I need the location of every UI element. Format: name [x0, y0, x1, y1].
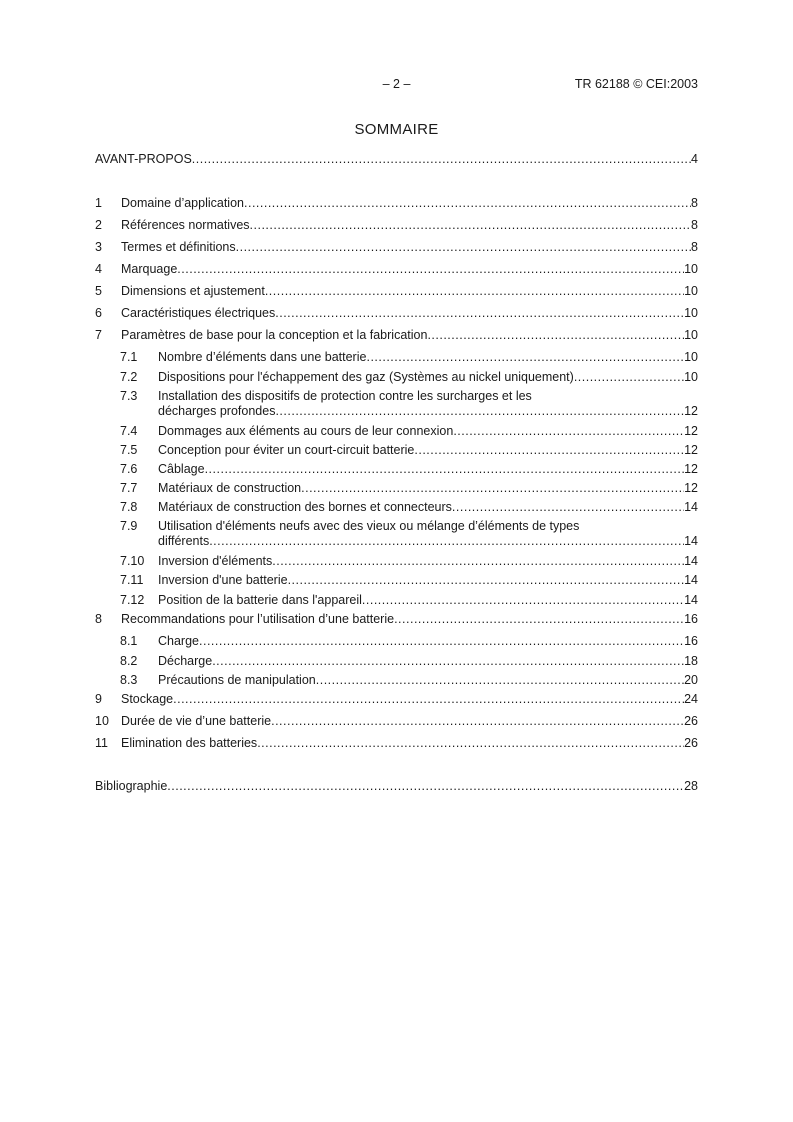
toc-entry-number: 6: [95, 306, 102, 320]
toc-page-number: 24: [684, 692, 698, 706]
toc-entry-number: 1: [95, 196, 102, 210]
toc-entry-avant-propos[interactable]: [95, 152, 698, 167]
toc-page-number: 28: [684, 779, 698, 793]
toc-page-number: 8: [691, 240, 698, 254]
toc-page-number: 12: [684, 424, 698, 438]
toc-entry-7-10[interactable]: [95, 554, 698, 569]
toc-entry-number: 7.2: [120, 370, 138, 384]
toc-entry-label: Nombre d’éléments dans une batterie: [158, 350, 367, 364]
dot-leader: [288, 573, 685, 588]
dot-leader: [316, 673, 684, 688]
toc-page-number: 26: [684, 714, 698, 728]
toc-page-number: 10: [684, 370, 698, 384]
toc-entry-label: Charge: [158, 634, 199, 648]
dot-leader: [362, 593, 684, 608]
toc-page-number: 10: [684, 306, 698, 320]
toc-entry-7-2[interactable]: [95, 370, 698, 385]
toc-entry-8-3[interactable]: [95, 673, 698, 688]
toc-entry-7-11[interactable]: [95, 573, 698, 588]
toc-page-number: 14: [684, 554, 698, 568]
dot-leader: [271, 714, 684, 729]
document-id: TR 62188 © CEI:2003: [574, 77, 698, 91]
toc-entry-8[interactable]: [95, 612, 698, 627]
dot-leader: [244, 196, 691, 211]
toc-entry-8-1[interactable]: [95, 634, 698, 649]
toc-entry-label: Dispositions pour l'échappement des gaz (Systèmes au nickel uniquement): [158, 370, 574, 384]
dot-leader: [212, 654, 684, 669]
toc-entry-label: Durée de vie d’une batterie: [121, 714, 272, 728]
dot-leader: [301, 481, 684, 496]
toc-entry-number: 7.11: [120, 573, 144, 587]
toc-page-number: 16: [684, 612, 698, 626]
toc-entry-number: 5: [95, 284, 102, 298]
toc-entry-number: 3: [95, 240, 102, 254]
dot-leader: [265, 284, 684, 299]
toc-page-number: 8: [691, 196, 698, 210]
toc-entry-label-line: Installation des dispositifs de protection contre les surcharges et les: [158, 389, 532, 403]
toc-page-number: 4: [691, 152, 698, 166]
toc-entry-number: 8.2: [120, 654, 138, 668]
toc-entry-label: décharges profondes: [158, 404, 276, 418]
toc-entry-9[interactable]: [95, 692, 698, 707]
toc-page-number: 10: [684, 328, 698, 342]
dot-leader: [366, 350, 684, 365]
toc-entry-8-2[interactable]: [95, 654, 698, 669]
toc-entry-bibliographie[interactable]: [95, 779, 698, 794]
toc-entry-11[interactable]: [95, 736, 698, 751]
toc-entry-label: Stockage: [121, 692, 174, 706]
toc-entry-2[interactable]: [95, 218, 698, 233]
toc-entry-number: 8.1: [120, 634, 138, 648]
toc-entry-label: Câblage: [158, 462, 205, 476]
toc-entry-7-7[interactable]: [95, 481, 698, 496]
toc-entry-label: Caractéristiques électriques: [121, 306, 276, 320]
toc-entry-7-1[interactable]: [95, 350, 698, 365]
toc-entry-label-line: Utilisation d'éléments neufs avec des vieux ou mélange d’éléments de types: [158, 519, 580, 533]
toc-entry-label: Elimination des batteries: [121, 736, 258, 750]
toc-page-number: 20: [684, 673, 698, 687]
toc-entry-number: 7.4: [120, 424, 138, 438]
toc-entry-label: Inversion d'éléments: [158, 554, 273, 568]
toc-entry-label: Dimensions et ajustement: [121, 284, 265, 298]
dot-leader: [394, 612, 684, 627]
toc-entry-number: 7.12: [120, 593, 145, 607]
toc-entry-6[interactable]: [95, 306, 698, 321]
toc-entry-7-5[interactable]: [95, 443, 698, 458]
toc-entry-label: Domaine d’application: [121, 196, 244, 210]
toc-entry-7-8[interactable]: [95, 500, 698, 515]
toc-entry-label: Termes et définitions: [121, 240, 236, 254]
toc-page-number: 14: [684, 534, 698, 548]
dot-leader: [452, 500, 684, 515]
toc-entry-number: 2: [95, 218, 102, 232]
toc-entry-10[interactable]: [95, 714, 698, 729]
toc-entry-label: Matériaux de construction des bornes et connecteurs: [158, 500, 452, 514]
toc-entry-label: Précautions de manipulation: [158, 673, 316, 687]
dot-leader: [205, 462, 685, 477]
dot-leader: [209, 534, 684, 549]
toc-page-number: 12: [684, 404, 698, 418]
toc-page-number: 10: [684, 350, 698, 364]
toc-entry-number: 7.9: [120, 519, 138, 533]
toc-entry-7-12[interactable]: [95, 593, 698, 608]
toc-entry-7-6[interactable]: [95, 462, 698, 477]
toc-entry-label: Bibliographie: [95, 779, 168, 793]
toc-page-number: 26: [684, 736, 698, 750]
toc-page-number: 10: [684, 284, 698, 298]
toc-entry-label: Décharge: [158, 654, 213, 668]
dot-leader: [257, 736, 684, 751]
toc-entry-number: 7: [95, 328, 102, 342]
toc-entry-label: Dommages aux éléments au cours de leur connexion: [158, 424, 454, 438]
toc-entry-label: Recommandations pour l’utilisation d’une batterie: [121, 612, 395, 626]
dot-leader: [199, 634, 684, 649]
toc-entry-number: 8.3: [120, 673, 138, 687]
toc-page-number: 12: [684, 481, 698, 495]
toc-entry-number: 10: [95, 714, 109, 728]
toc-page-number: 10: [684, 262, 698, 276]
dot-leader: [250, 218, 692, 233]
dot-leader: [427, 328, 684, 343]
toc-entry-number: 7.3: [120, 389, 138, 403]
toc-entry-label: différents: [158, 534, 210, 548]
dot-leader: [272, 554, 684, 569]
toc-entry-label: AVANT-PROPOS: [95, 152, 192, 166]
toc-entry-7-9[interactable]: [95, 519, 698, 549]
toc-entry-label: Références normatives: [121, 218, 250, 232]
dot-leader: [574, 370, 684, 385]
toc-entry-number: 11: [95, 736, 108, 750]
page-number: – 2 –: [382, 77, 411, 91]
toc-entry-number: 7.7: [120, 481, 138, 495]
toc-entry-label: Matériaux de construction: [158, 481, 302, 495]
dot-leader: [192, 152, 691, 167]
toc-page-number: 12: [684, 443, 698, 457]
dot-leader: [453, 424, 684, 439]
toc-entry-5[interactable]: [95, 284, 698, 299]
dot-leader: [236, 240, 691, 255]
toc-entry-label: Inversion d'une batterie: [158, 573, 288, 587]
toc-entry-label: Conception pour éviter un court-circuit batterie: [158, 443, 415, 457]
page-title: SOMMAIRE: [354, 121, 439, 138]
dot-leader: [177, 262, 684, 277]
dot-leader: [414, 443, 684, 458]
toc-entry-number: 4: [95, 262, 102, 276]
toc-entry-number: 7.10: [120, 554, 145, 568]
toc-entry-label: Marquage: [121, 262, 178, 276]
toc-entry-label: Paramètres de base pour la conception et la fabrication: [121, 328, 428, 342]
toc-entry-4[interactable]: [95, 262, 698, 277]
toc-page-number: 16: [684, 634, 698, 648]
toc-entry-number: 9: [95, 692, 102, 706]
toc-entry-label: Position de la batterie dans l'appareil: [158, 593, 362, 607]
dot-leader: [275, 306, 684, 321]
dot-leader: [275, 404, 684, 419]
toc-page-number: 12: [684, 462, 698, 476]
toc-entry-number: 7.1: [120, 350, 138, 364]
toc-entry-number: 7.6: [120, 462, 138, 476]
toc-entry-number: 8: [95, 612, 102, 626]
toc-page-number: 14: [684, 500, 698, 514]
toc-page-number: 18: [684, 654, 698, 668]
toc-entry-number: 7.8: [120, 500, 138, 514]
toc-page-number: 14: [684, 573, 698, 587]
toc-page-number: 14: [684, 593, 698, 607]
toc-entry-number: 7.5: [120, 443, 138, 457]
toc-entry-7-4[interactable]: [95, 424, 698, 439]
toc-page-number: 8: [691, 218, 698, 232]
toc-entry-1[interactable]: [95, 196, 698, 211]
toc-entry-7[interactable]: [95, 328, 698, 343]
toc-entry-7-3[interactable]: [95, 389, 698, 419]
toc-entry-3[interactable]: [95, 240, 698, 255]
dot-leader: [167, 779, 684, 794]
dot-leader: [173, 692, 684, 707]
